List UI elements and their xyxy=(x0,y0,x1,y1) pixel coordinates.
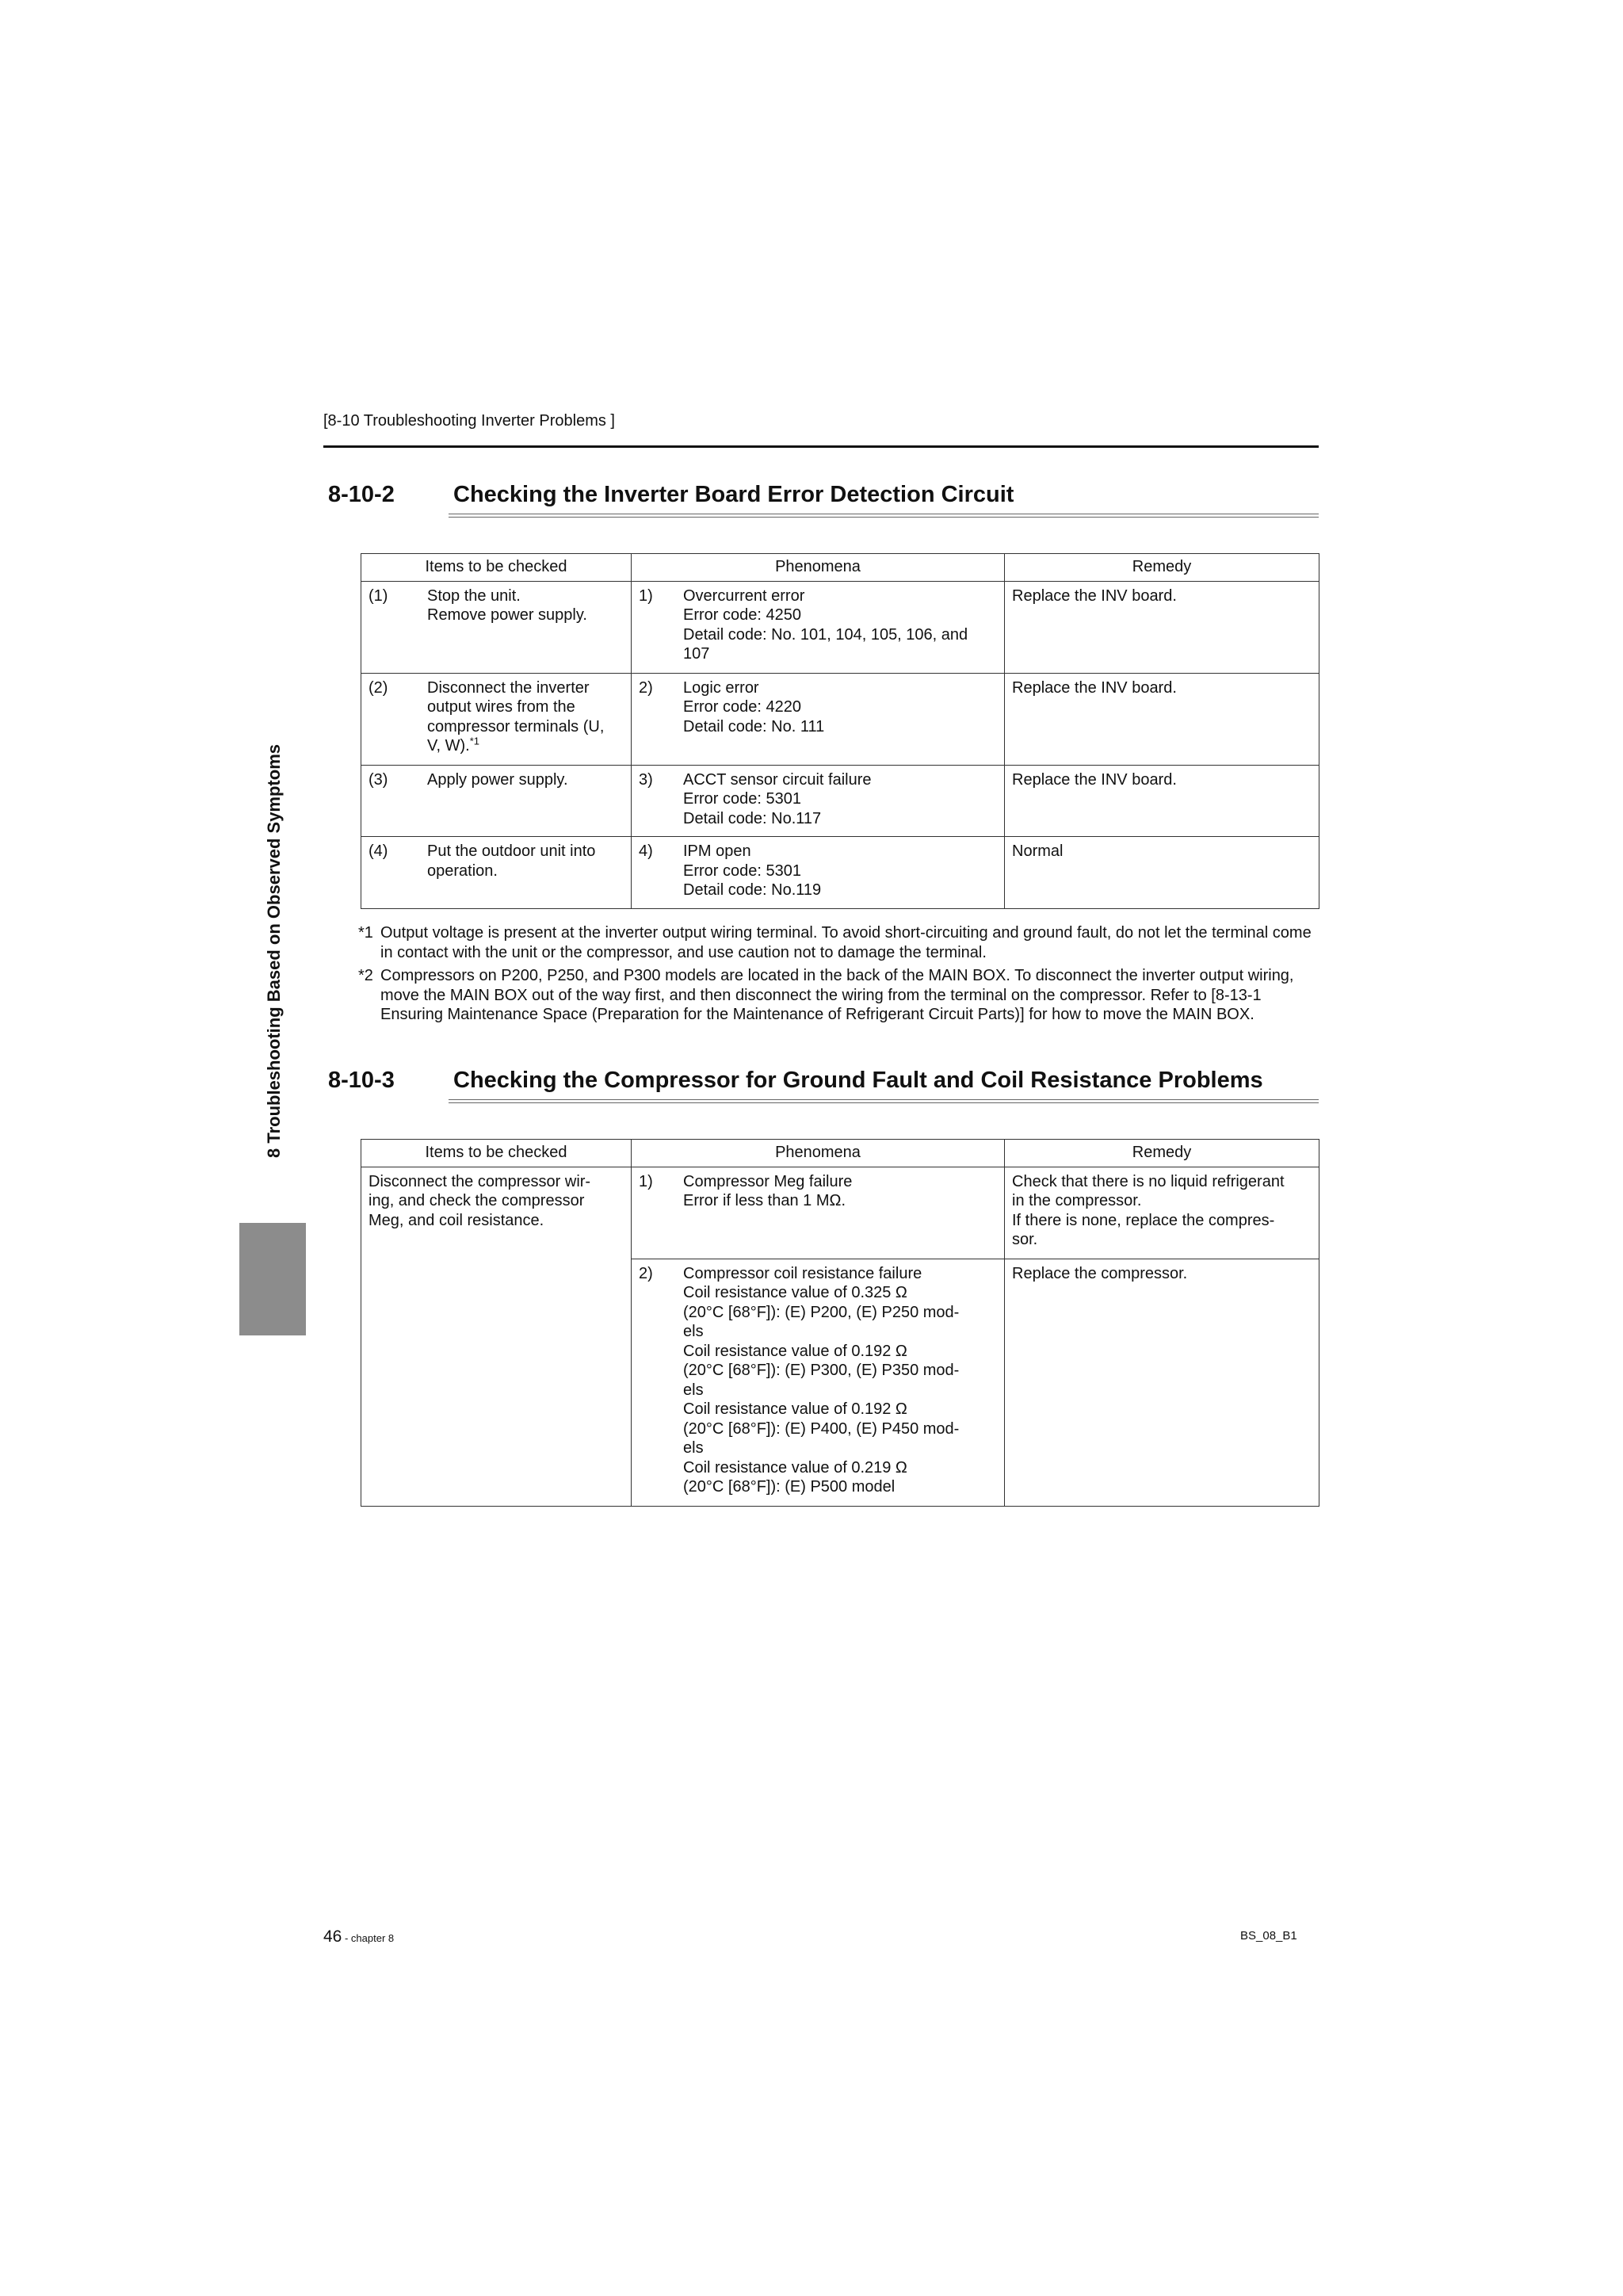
item-number: (4) xyxy=(369,842,388,860)
col-header-remedy: Remedy xyxy=(1005,1140,1319,1167)
section-1-number: 8-10-2 xyxy=(328,482,395,507)
item-cell xyxy=(361,765,632,837)
phenomena-text: ACCT sensor circuit failure Error code: 5301 Detail code: No.117 xyxy=(683,770,872,827)
item-number: (2) xyxy=(369,678,388,697)
side-tab-label: 8 Troubleshooting Based on Observed Symptoms xyxy=(264,744,284,1158)
side-tab-marker xyxy=(239,1223,306,1335)
page-footer xyxy=(323,1927,394,1946)
chapter-label: chapter 8 xyxy=(350,1932,395,1944)
remedy-cell: Replace the compressor. xyxy=(1005,1259,1319,1506)
table-header-row xyxy=(361,554,1319,582)
phenomena-text: Compressor coil resistance failure Coil resistance value of 0.325 Ω (20°C [68°F]): (E) P200, (E) P250 mod- els Coil resistance value of 0.192 Ω (20°C [68°F]): (E) P300, (E) P350 mod- els Coil resistance value of 0.192 Ω (20°C [68°F]): (E) P400, (E) P450 mod- els Coil resistance value of 0.219 Ω (20°C [68°F]): (E) P500 model xyxy=(683,1264,960,1496)
item-cell xyxy=(361,673,632,765)
col-header-items: Items to be checked xyxy=(361,1140,632,1167)
header-rule xyxy=(323,445,1319,448)
phenomena-text: Compressor Meg failure Error if less than 1 MΩ. xyxy=(683,1172,853,1209)
footnote-ref: *1 xyxy=(469,735,480,747)
footnote-2 xyxy=(358,966,1319,1025)
phenomena-cell xyxy=(632,765,1005,837)
table-header-row xyxy=(361,1140,1319,1167)
table-row xyxy=(361,1167,1319,1259)
phenomena-number: 3) xyxy=(639,770,653,789)
page-number: 46 xyxy=(323,1927,342,1946)
footer-separator: - xyxy=(342,1932,351,1944)
item-text: Put the outdoor unit into operation. xyxy=(427,842,596,880)
phenomena-text: Logic error Error code: 4220 Detail code: No. 111 xyxy=(683,678,825,735)
item-cell xyxy=(361,581,632,673)
section-2-title: Checking the Compressor for Ground Fault and Coil Resistance Problems xyxy=(453,1068,1263,1093)
footnote-mark: *1 xyxy=(358,924,373,942)
phenomena-number: 4) xyxy=(639,842,653,860)
footnote-1 xyxy=(358,923,1319,962)
phenomena-number: 2) xyxy=(639,1264,653,1282)
item-cell xyxy=(361,837,632,909)
section-1-heading xyxy=(328,482,1319,509)
phenomena-number: 1) xyxy=(639,1172,653,1190)
phenomena-cell xyxy=(632,1167,1005,1259)
col-header-remedy: Remedy xyxy=(1005,554,1319,582)
col-header-phenomena: Phenomena xyxy=(632,554,1005,582)
footnote-mark: *2 xyxy=(358,967,373,984)
table-row xyxy=(361,837,1319,909)
inverter-check-table xyxy=(361,553,1319,909)
col-header-phenomena: Phenomena xyxy=(632,1140,1005,1167)
table-row xyxy=(361,765,1319,837)
item-text: Stop the unit. Remove power supply. xyxy=(427,586,587,624)
table-row xyxy=(361,673,1319,765)
phenomena-cell xyxy=(632,673,1005,765)
phenomena-text: Overcurrent error Error code: 4250 Detail code: No. 101, 104, 105, 106, and 107 xyxy=(683,586,968,663)
remedy-cell: Replace the INV board. xyxy=(1005,581,1319,673)
item-text: Disconnect the inverter output wires from the compressor terminals (U, V, W).$^{*1}$ xyxy=(427,678,605,755)
document-code: BS_08_B1 xyxy=(1240,1929,1297,1943)
phenomena-cell xyxy=(632,581,1005,673)
compressor-check-table xyxy=(361,1139,1319,1507)
remedy-cell: Replace the INV board. xyxy=(1005,673,1319,765)
phenomena-number: 1) xyxy=(639,586,653,605)
item-text: Apply power supply. xyxy=(427,770,568,789)
phenomena-text: IPM open Error code: 5301 Detail code: No.119 xyxy=(683,842,822,899)
footnote-text: Compressors on P200, P250, and P300 models are located in the back of the MAIN BOX. To disconnect the inverter output wiring, move the MAIN BOX out of the way first, and then disconnect the wiring from the terminal on the compressor. Refer to [8-13-1 Ensuring Maintenance Space (Preparation for the Maintenance of Refrigerant Circuit Parts)] for how to move the MAIN BOX. xyxy=(380,967,1294,1023)
remedy-cell: Check that there is no liquid refrigerant in the compressor. If there is none, replace the compres- sor. xyxy=(1005,1167,1319,1259)
item-cell: Disconnect the compressor wir- ing, and check the compressor Meg, and coil resistance. xyxy=(361,1167,632,1506)
remedy-cell: Replace the INV board. xyxy=(1005,765,1319,837)
phenomena-cell xyxy=(632,837,1005,909)
item-number: (3) xyxy=(369,770,388,789)
phenomena-number: 2) xyxy=(639,678,653,697)
section-1-rule xyxy=(449,514,1319,518)
running-head: [8-10 Troubleshooting Inverter Problems ] xyxy=(323,412,615,430)
section-2-heading xyxy=(328,1068,1319,1095)
remedy-cell: Normal xyxy=(1005,837,1319,909)
section-1-title: Checking the Inverter Board Error Detection Circuit xyxy=(453,482,1014,507)
footnote-text: Output voltage is present at the inverter output wiring terminal. To avoid short-circuiting and ground fault, do not let the terminal come in contact with the unit or the compressor, and use caution not to damage the terminal. xyxy=(380,924,1312,961)
section-2-number: 8-10-3 xyxy=(328,1068,395,1093)
phenomena-cell xyxy=(632,1259,1005,1506)
item-number: (1) xyxy=(369,586,388,605)
section-2-rule xyxy=(449,1099,1319,1103)
table-row xyxy=(361,581,1319,673)
col-header-items: Items to be checked xyxy=(361,554,632,582)
